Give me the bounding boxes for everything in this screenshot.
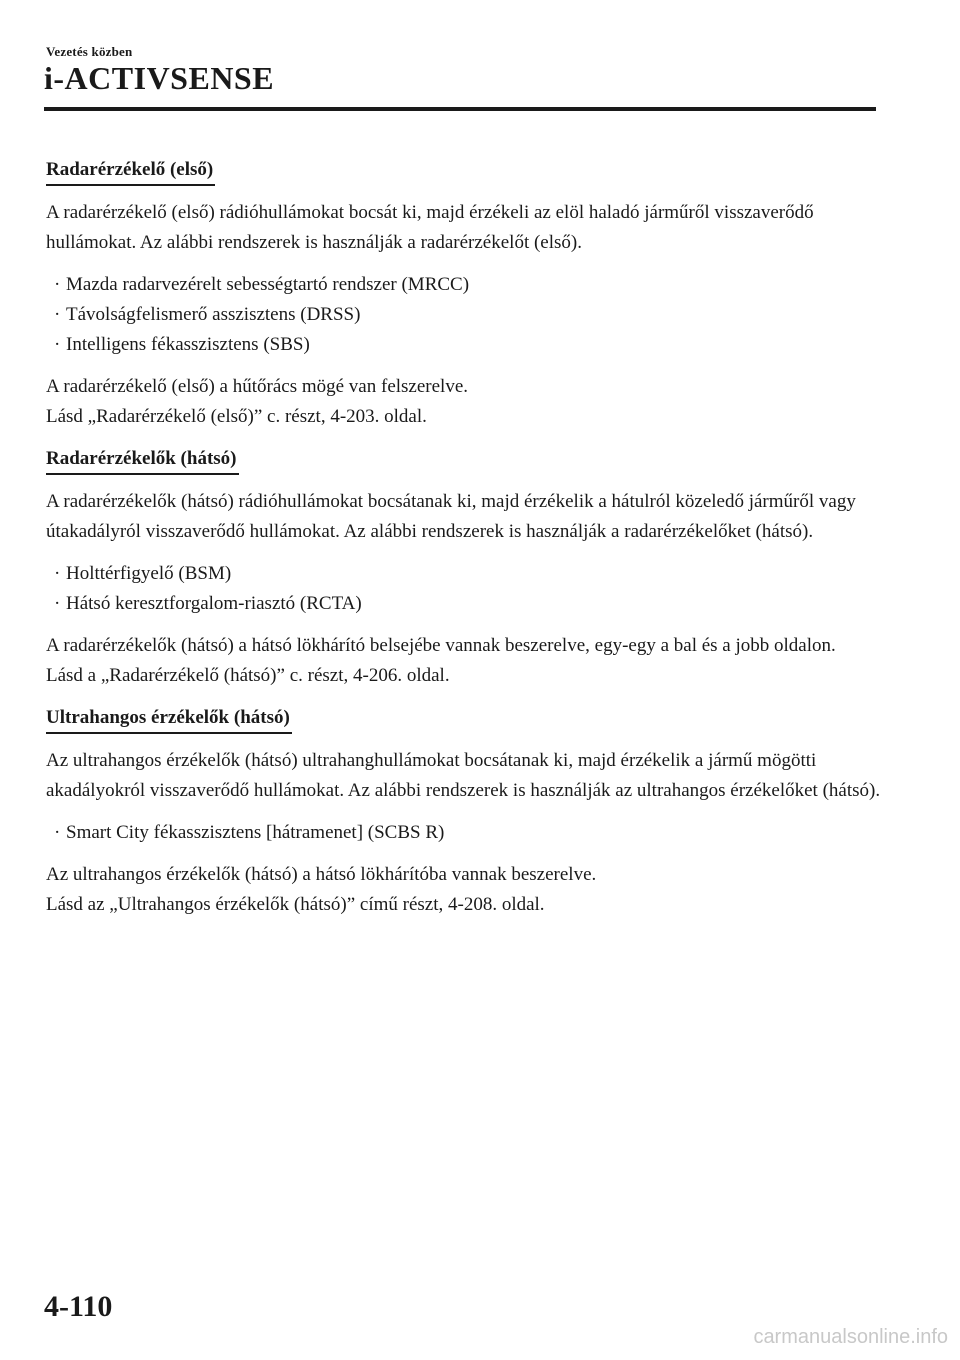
bullet-dot-icon: ·	[54, 563, 61, 584]
section-intro: A radarérzékelők (hátsó) rádióhullámokat bocsátanak ki, majd érzékelik a hátulról közeledő járműről vagy útakadályról visszaverődő hullámokat. Az alábbi rendszerek is használják a radarérzékelőket (hátsó).	[46, 491, 856, 542]
section-intro: A radarérzékelő (első) rádióhullámokat bocsát ki, majd érzékeli az elöl haladó járműről visszaverődő hullámokat. Az alábbi rendszerek is használják a radarérzékelőt (első).	[46, 202, 814, 253]
reference-text: Lásd „Radarérzékelő (első)” c. részt, 4-203. oldal.	[46, 406, 427, 427]
list-item	[46, 300, 886, 330]
reference-text: Lásd a „Radarérzékelő (hátsó)” c. részt, 4-206. oldal.	[46, 665, 450, 686]
watermark: carmanualsonline.info	[753, 1326, 948, 1348]
list-item-label: Intelligens fékasszisztens (SBS)	[66, 334, 310, 355]
title-rule	[44, 107, 876, 111]
section-location-paragraph	[46, 860, 886, 920]
list-item	[46, 589, 886, 619]
section-location-paragraph	[46, 372, 886, 432]
page-number: 4-110	[44, 1290, 113, 1323]
list-item	[46, 559, 886, 589]
section-heading-ultrasonic: Ultrahangos érzékelők (hátsó)	[46, 706, 292, 734]
location-text: A radarérzékelők (hátsó) a hátsó lökhárító belsejébe vannak beszerelve, egy-egy a bal és a jobb oldalon.	[46, 635, 836, 656]
list-item-label: Hátsó keresztforgalom-riasztó (RCTA)	[66, 593, 362, 614]
running-head: Vezetés közben	[46, 44, 133, 59]
bullet-dot-icon: ·	[54, 304, 61, 325]
section-heading-rear-radar: Radarérzékelők (hátsó)	[46, 447, 239, 475]
reference-text: Lásd az „Ultrahangos érzékelők (hátsó)” című részt, 4-208. oldal.	[46, 894, 545, 915]
page-content	[46, 155, 886, 932]
list-item	[46, 818, 886, 848]
list-item-label: Mazda radarvezérelt sebességtartó rendszer (MRCC)	[66, 274, 470, 295]
bullet-dot-icon: ·	[54, 334, 61, 355]
chapter-title: i-ACTIVSENSE	[44, 60, 275, 96]
system-list	[46, 818, 886, 848]
location-text: A radarérzékelő (első) a hűtőrács mögé van felszerelve.	[46, 376, 469, 397]
system-list	[46, 270, 886, 360]
list-item-label: Távolságfelismerő asszisztens (DRSS)	[66, 304, 361, 325]
bullet-dot-icon: ·	[54, 822, 61, 843]
section-location-paragraph	[46, 631, 886, 691]
list-item-label: Holttérfigyelő (BSM)	[66, 563, 232, 584]
list-item	[46, 330, 886, 360]
section-heading-front-radar: Radarérzékelő (első)	[46, 158, 215, 186]
location-text: Az ultrahangos érzékelők (hátsó) a hátsó lökhárítóba vannak beszerelve.	[46, 864, 597, 885]
list-item-label: Smart City fékasszisztens [hátramenet] (SCBS R)	[66, 822, 445, 843]
bullet-dot-icon: ·	[54, 274, 61, 295]
list-item	[46, 270, 886, 300]
section-intro: Az ultrahangos érzékelők (hátsó) ultrahanghullámokat bocsátanak ki, majd érzékelik a jármű mögötti akadályokról visszaverődő hullámokat. Az alábbi rendszerek is használják az ultrahangos érzékelőket (hátsó).	[46, 750, 881, 801]
system-list	[46, 559, 886, 619]
bullet-dot-icon: ·	[54, 593, 61, 614]
